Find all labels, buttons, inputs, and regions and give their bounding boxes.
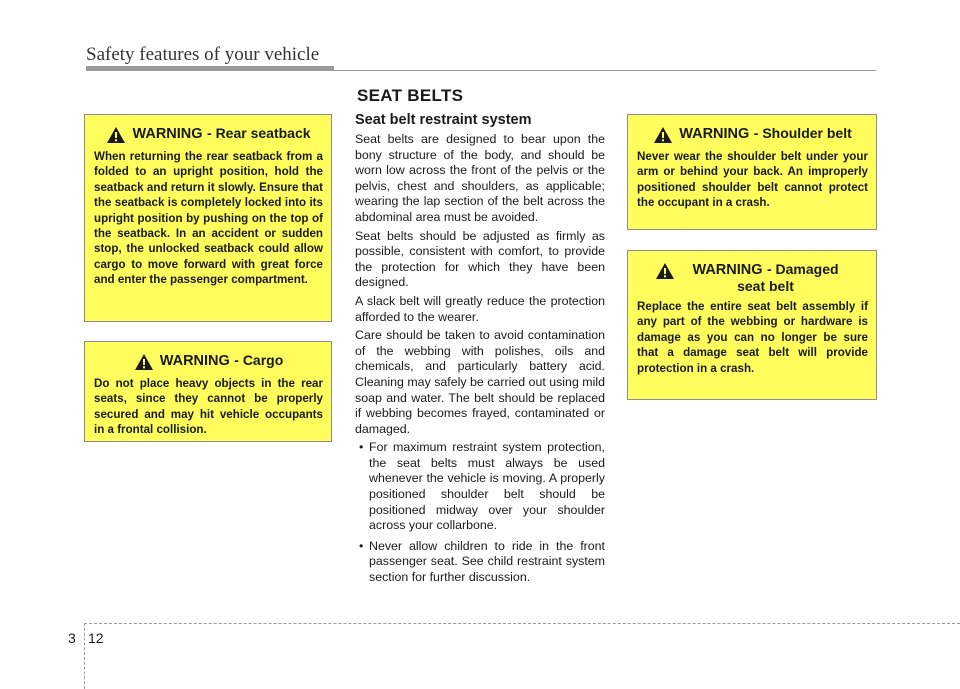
page-number: 12 <box>88 630 104 646</box>
header-rule-thin <box>334 70 876 71</box>
warning-body: Replace the entire seat belt assembly if any part of the webbing or hardware is damage as you can no longer be sure that a damage seat belt will provide protection in a crash. <box>637 300 868 375</box>
list-item-text: Never allow children to ride in the front passenger seat. See child restraint system section for further discussion. <box>369 538 605 585</box>
warning-body: When returning the rear seatback from a folded to an upright position, hold the seatback and return it slowly. Ensure that the seatback is completely locked into its upright position by pushing on the top of the seatback. In an accident or sudden stop, the unlocked seatback could allow cargo to move forward with great force and enter the passenger compartment. <box>94 150 323 287</box>
warning-word: WARNING <box>159 353 230 369</box>
footer-rule <box>84 623 960 624</box>
warning-box-cargo <box>84 341 332 442</box>
warning-subject: - Rear seatback <box>207 125 311 141</box>
warning-header <box>94 352 323 371</box>
chapter-number: 3 <box>68 630 76 646</box>
section-title: SEAT BELTS <box>357 86 464 105</box>
warning-word: WARNING <box>692 262 763 278</box>
subheading: Seat belt restraint system <box>355 112 532 128</box>
main-column <box>355 112 605 591</box>
list-item <box>355 539 605 586</box>
warning-body: Do not place heavy objects in the rear seats, since they cannot be properly secured and may hit vehicle occupants in a frontal collision. <box>94 377 323 437</box>
warning-header <box>94 125 323 144</box>
warning-triangle-icon <box>655 262 675 280</box>
list-item-text: For maximum restraint system protection, the seat belts must always be used whenever the vehicle is moving. A properly positioned shoulder belt should be positioned midway over your shoulder across your collarbone. <box>369 440 605 533</box>
warning-header <box>637 125 868 144</box>
warning-triangle-icon <box>106 126 126 144</box>
bullet-list <box>355 440 605 585</box>
warning-box-rear-seatback <box>84 114 332 322</box>
warning-word: WARNING <box>132 126 203 142</box>
warning-triangle-icon <box>653 126 673 144</box>
list-item <box>355 440 605 534</box>
warning-box-shoulder-belt <box>627 114 877 230</box>
warning-body: Never wear the shoulder belt under your arm or behind your back. An improperly positioned shoulder belt cannot protect the occupant in a crash. <box>637 150 868 210</box>
bullet-marker: • <box>359 440 364 455</box>
warning-triangle-icon <box>134 353 154 371</box>
paragraph: Seat belts should be adjusted as firmly as possible, consistent with comfort, to provide the protection for which they have been designed. <box>355 228 605 290</box>
paragraph: Care should be taken to avoid contamination of the webbing with polishes, oils and chemicals, and particularly battery acid. Cleaning may safely be carried out using mild soap and water. The belt should be replaced if webbing becomes frayed, contaminated or damaged. <box>355 328 606 436</box>
warning-subject: - Damaged seat belt <box>737 261 839 294</box>
warning-word: WARNING <box>679 126 750 142</box>
warning-box-damaged-seat-belt <box>627 250 877 400</box>
warning-subject: - Cargo <box>234 352 284 368</box>
paragraph: A slack belt will greatly reduce the protection afforded to the wearer. <box>355 293 605 324</box>
bullet-marker: • <box>359 538 364 553</box>
warning-header <box>637 261 868 295</box>
header-rule <box>86 66 334 71</box>
header-title: Safety features of your vehicle <box>86 44 320 65</box>
warning-subject: - Shoulder belt <box>753 125 852 141</box>
paragraph: Seat belts are designed to bear upon the bony structure of the body, and should be worn low across the front of the pelvis or the pelvis, chest and shoulders, as applicable; wearing the lap section of the belt across the abdominal area must be avoided. <box>355 132 605 224</box>
footer-divider <box>84 623 85 689</box>
